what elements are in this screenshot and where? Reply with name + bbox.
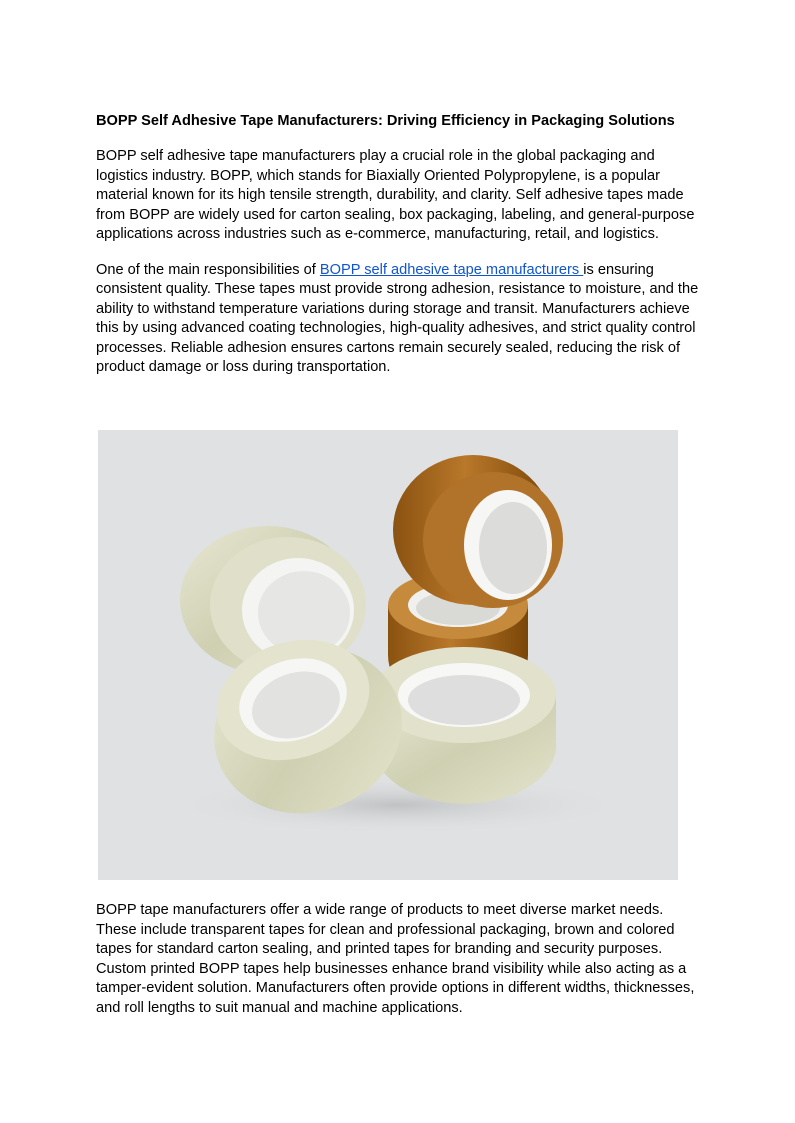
quality-paragraph [96,261,706,378]
page-title: BOPP Self Adhesive Tape Manufacturers: Driving Efficiency in Packaging Solutions [96,113,675,129]
tape-rolls-image [98,430,678,880]
quality-paragraph-rest: is ensuring consistent quality. These tapes must provide strong adhesion, resistance to moisture, and the ability to withstand temperature variations during storage and transit. Manufacturers achieve this by using advanced coating technologies, high-quality adhesives, and strict quality control processes. Reliable adhesion ensures cartons remain securely sealed, reducing the risk of product damage or loss during transportation. [96,261,699,375]
manufacturers-link[interactable]: BOPP self adhesive tape manufacturers [319,261,584,278]
tape-rolls-illustration [98,430,678,880]
products-paragraph: BOPP tape manufacturers offer a wide range of products to meet diverse market needs. These include transparent tapes for clean and professional packaging, brown and colored tapes for standard carton sealing, and printed tapes for branding and security purposes. Custom printed BOPP tapes help businesses enhance brand visibility while also acting as a tamper-evident solution. Manufacturers often provide options in different widths, thicknesses, and roll lengths to suit manual and machine applications. [96,902,695,1016]
quality-paragraph-lead: One of the main responsibilities of [96,261,320,278]
document-body [96,112,706,378]
intro-paragraph: BOPP self adhesive tape manufacturers play a crucial role in the global packaging and logistics industry. BOPP, which stands for Biaxially Oriented Polypropylene, is a popular material known for its high tensile strength, durability, and clarity. Self adhesive tapes made from BOPP are widely used for carton sealing, box packaging, labeling, and general-purpose applications across industries such as e-commerce, manufacturing, retail, and logistics. [96,148,695,242]
